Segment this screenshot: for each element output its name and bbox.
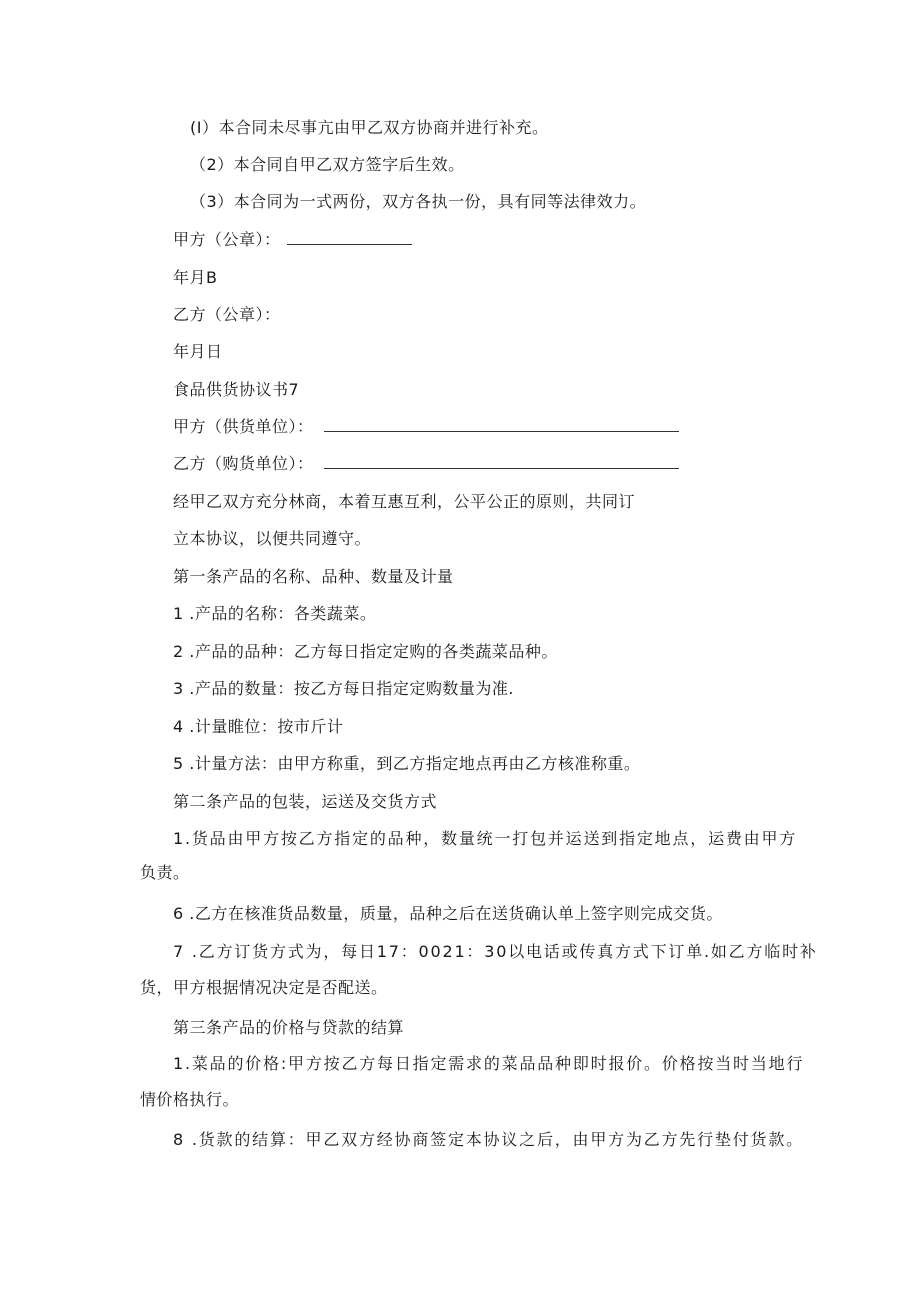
party-b-seal-label: 乙方（公章）：: [173, 305, 281, 324]
party-a-seal-row: [173, 229, 412, 251]
article-3-item-1-line-1: 1.菜品的价格:甲方按乙方每日指定需求的菜品品种即时报价。价格按当时当地行: [173, 1054, 805, 1073]
article-2-item-7-line-1: 7 .乙方订货方式为，每日17：0021：30以电话或传真方式下订单.如乙方临时补: [173, 942, 818, 961]
article-1-item-2: 2 .产品的品种：乙方每日指定定购的各类蔬菜品种。: [173, 642, 558, 661]
party-a-supplier-row: [173, 416, 679, 438]
article-2-item-1-line-1: 1.货品由甲方按乙方指定的品种，数量统一打包并运送到指定地点，运费由甲方: [173, 829, 798, 848]
article-1-item-4: 4 .计量睢位：按市斤计: [173, 717, 344, 736]
clause-effective: （2）本合同自甲乙双方签字后生效。: [190, 155, 465, 174]
clause-copies: （3）本合同为一式两份，双方各执一份，具有同等法律效力。: [190, 192, 647, 211]
article-1-item-3: 3 .产品的数量：按乙方每日指定定购数量为准.: [173, 679, 514, 698]
party-b-buyer-blank[interactable]: [324, 454, 679, 469]
article-3-item-8: 8 .货款的结算：甲乙双方经协商签定本协议之后，由甲方为乙方先行垫付货款。: [173, 1130, 804, 1149]
article-3-item-1-line-2: 情价格执行。: [140, 1090, 240, 1109]
date-line-b: 年月日: [173, 342, 223, 361]
date-line-a: 年月B: [173, 268, 218, 287]
party-a-supplier-label: 甲方（供货单位）：: [173, 417, 314, 436]
article-2-item-1-line-2: 负责。: [140, 863, 190, 882]
article-1-item-1: 1 .产品的名称：各类蔬菜。: [173, 604, 377, 623]
article-1-item-5: 5 .计量方法：由甲方称重，到乙方指定地点再由乙方核准称重。: [173, 754, 641, 773]
party-a-supplier-blank[interactable]: [324, 417, 679, 432]
intro-line-2: 立本协议，以便共同遵守。: [173, 529, 372, 548]
article-2-item-6: 6 .乙方在核准货品数量，质量，品种之后在送货确认单上签字则完成交货。: [173, 904, 723, 923]
article-3-heading: 第三条产品的价格与贷款的结算: [173, 1018, 405, 1037]
party-b-buyer-row: [173, 453, 679, 475]
article-1-heading: 第一条产品的名称、品种、数量及计量: [173, 567, 454, 586]
clause-supplement: (I）本合同未尽事亢由甲乙双方协商并进行补充。: [190, 118, 549, 137]
intro-line-1: 经甲乙双方充分林商，本着互惠互利，公平公正的原则，共同订: [173, 492, 636, 511]
agreement-title: 食品供货协议书7: [173, 380, 300, 399]
party-b-buyer-label: 乙方（购货单位）：: [173, 454, 314, 473]
party-a-seal-label: 甲方（公章）：: [173, 230, 281, 249]
article-2-heading: 第二条产品的包装，运送及交货方式: [173, 792, 438, 811]
party-a-seal-blank[interactable]: [287, 230, 412, 245]
article-2-item-7-line-2: 货，甲方根据情况决定是否配送。: [140, 978, 388, 997]
